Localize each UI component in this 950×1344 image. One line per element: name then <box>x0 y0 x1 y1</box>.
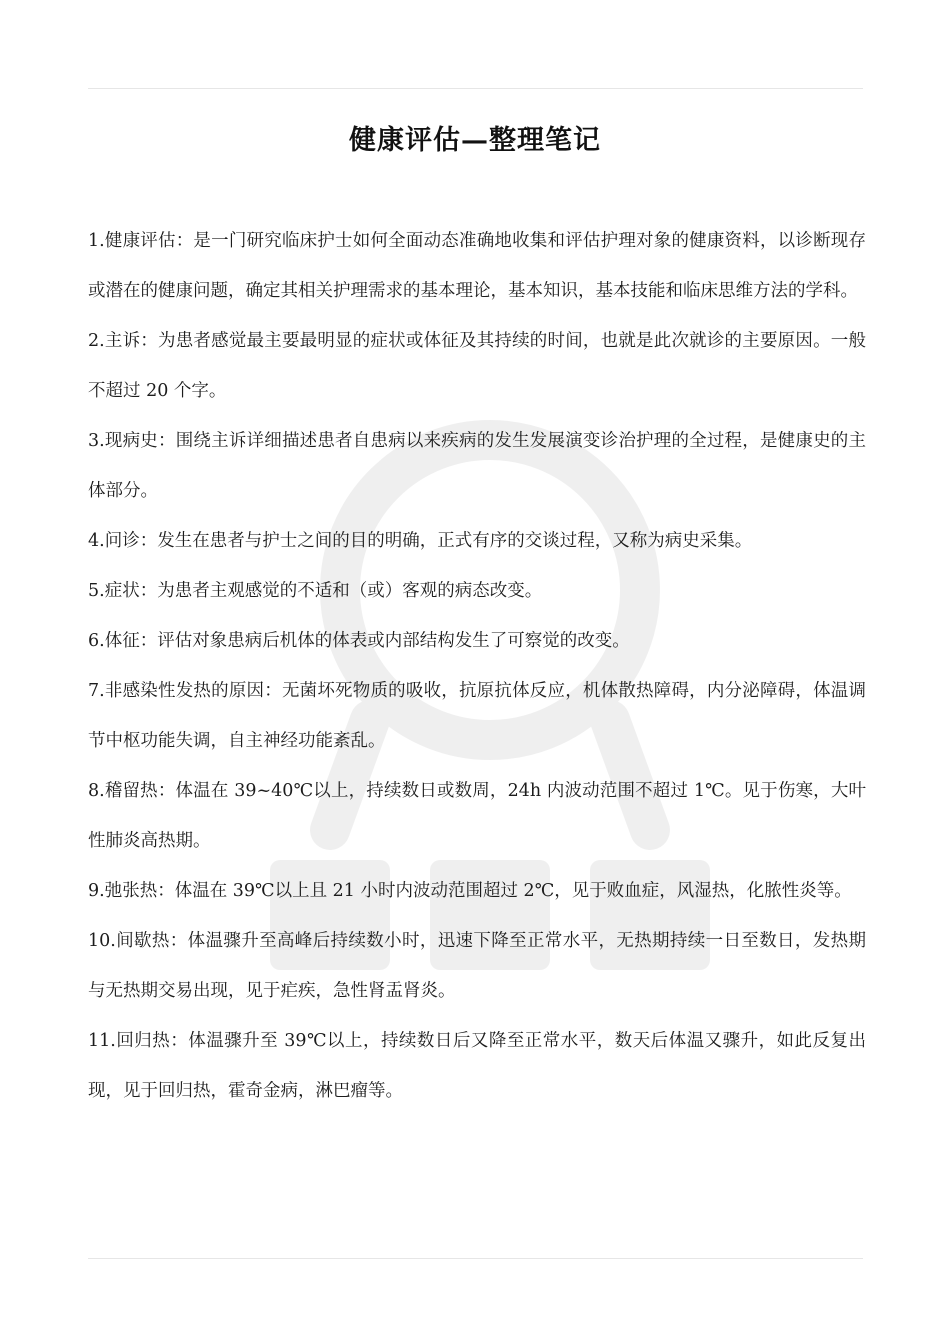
note-item-11: 11.回归热：体温骤升至 39℃以上，持续数日后又降至正常水平，数天后体温又骤升，如此反复出现，见于回归热，霍奇金病，淋巴瘤等。 <box>88 1031 866 1101</box>
note-item-4: 4.问诊：发生在患者与护士之间的目的明确，正式有序的交谈过程，又称为病史采集。 <box>88 531 753 551</box>
note-item-5: 5.症状：为患者主观感觉的不适和（或）客观的病态改变。 <box>88 581 543 601</box>
note-item-3: 3.现病史：围绕主诉详细描述患者自患病以来疾病的发生发展演变诊治护理的全过程，是健康史的主体部分。 <box>88 431 866 501</box>
top-divider <box>88 88 863 89</box>
note-item-1: 1.健康评估：是一门研究临床护士如何全面动态准确地收集和评估护理对象的健康资料，以诊断现存或潜在的健康问题，确定其相关护理需求的基本理论，基本知识，基本技能和临床思维方法的学科。 <box>88 231 866 301</box>
document-title: 健康评估—整理笔记 <box>349 125 601 156</box>
notes-body <box>88 216 866 1116</box>
note-item-6: 6.体征：评估对象患病后机体的体表或内部结构发生了可察觉的改变。 <box>88 631 630 651</box>
note-item-10: 10.间歇热：体温骤升至高峰后持续数小时，迅速下降至正常水平，无热期持续一日至数日，发热期与无热期交易出现，见于疟疾，急性肾盂肾炎。 <box>88 931 866 1001</box>
bottom-divider <box>88 1258 863 1259</box>
note-item-8: 8.稽留热：体温在 39~40℃以上，持续数日或数周，24h 内波动范围不超过 1℃。见于伤寒，大叶性肺炎高热期。 <box>88 781 866 851</box>
note-item-2: 2.主诉：为患者感觉最主要最明显的症状或体征及其持续的时间，也就是此次就诊的主要原因。一般不超过 20 个字。 <box>88 331 866 401</box>
note-item-9: 9.弛张热：体温在 39℃以上且 21 小时内波动范围超过 2℃，见于败血症，风湿热，化脓性炎等。 <box>88 881 852 901</box>
note-item-7: 7.非感染性发热的原因：无菌坏死物质的吸收，抗原抗体反应，机体散热障碍，内分泌障碍，体温调节中枢功能失调，自主神经功能紊乱。 <box>88 681 866 751</box>
